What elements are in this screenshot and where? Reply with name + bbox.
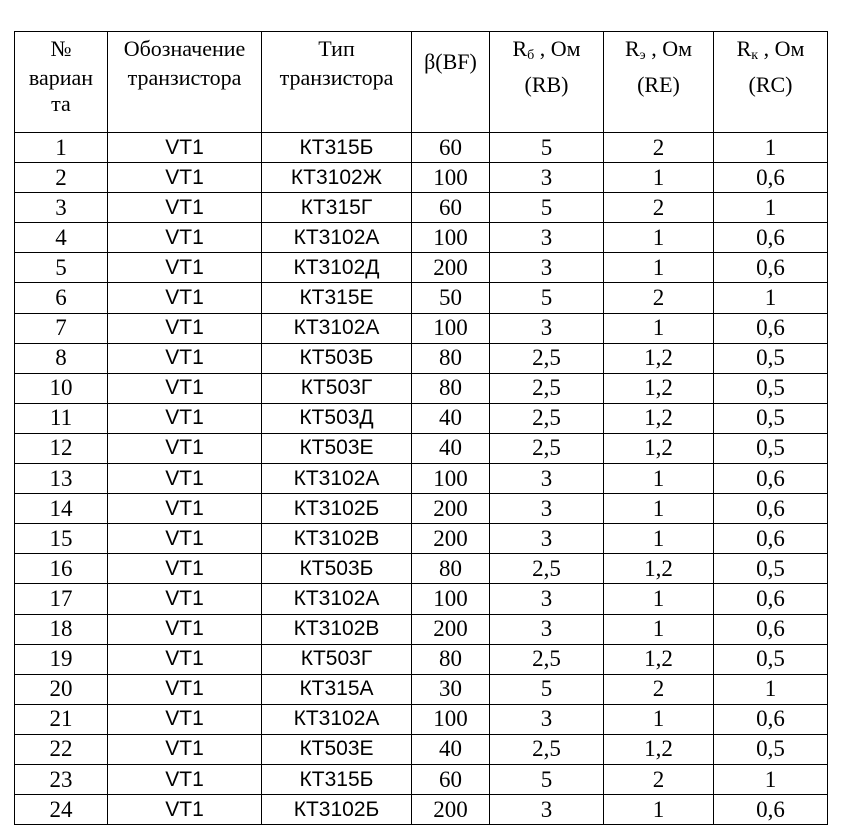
- table-row: [15, 253, 828, 283]
- cell-re: 1: [604, 163, 714, 193]
- cell-designation: VT1: [108, 403, 262, 433]
- cell-rb: 3: [490, 614, 604, 644]
- cell-designation: VT1: [108, 734, 262, 764]
- cell-beta: 200: [412, 494, 490, 524]
- cell-beta: 200: [412, 614, 490, 644]
- table-row: [15, 433, 828, 463]
- cell-transistor-type: КТ3102Б: [262, 795, 412, 825]
- cell-designation: VT1: [108, 764, 262, 794]
- table-row: [15, 283, 828, 313]
- cell-designation: VT1: [108, 283, 262, 313]
- cell-variant-number: 17: [15, 584, 108, 614]
- header-re: [604, 32, 714, 133]
- header-text: [604, 34, 713, 70]
- cell-variant-number: 1: [15, 133, 108, 163]
- cell-beta: 30: [412, 674, 490, 704]
- cell-rc: 0,6: [714, 253, 828, 283]
- table-row: [15, 313, 828, 343]
- cell-beta: 60: [412, 133, 490, 163]
- cell-rc: 0,5: [714, 343, 828, 373]
- header-transistor-type: [262, 32, 412, 133]
- cell-designation: VT1: [108, 674, 262, 704]
- cell-transistor-type: КТ503Д: [262, 403, 412, 433]
- cell-variant-number: 4: [15, 223, 108, 253]
- header-rc: [714, 32, 828, 133]
- header-beta: [412, 32, 490, 133]
- cell-variant-number: 15: [15, 524, 108, 554]
- cell-designation: VT1: [108, 253, 262, 283]
- cell-designation: VT1: [108, 524, 262, 554]
- cell-beta: 80: [412, 554, 490, 584]
- cell-designation: VT1: [108, 133, 262, 163]
- cell-designation: VT1: [108, 644, 262, 674]
- table-row: [15, 644, 828, 674]
- header-symbol: R: [736, 36, 752, 61]
- cell-re: 1,2: [604, 734, 714, 764]
- cell-re: 2: [604, 283, 714, 313]
- cell-rc: 0,5: [714, 554, 828, 584]
- cell-designation: VT1: [108, 343, 262, 373]
- header-text: транзистора: [279, 65, 394, 90]
- cell-re: 1: [604, 313, 714, 343]
- cell-variant-number: 13: [15, 464, 108, 494]
- cell-variant-number: 7: [15, 313, 108, 343]
- cell-designation: VT1: [108, 704, 262, 734]
- cell-beta: 80: [412, 644, 490, 674]
- cell-rc: 0,6: [714, 163, 828, 193]
- cell-re: 1,2: [604, 554, 714, 584]
- table-row: [15, 163, 828, 193]
- cell-re: 1: [604, 795, 714, 825]
- cell-rc: 0,5: [714, 433, 828, 463]
- cell-transistor-type: КТ315А: [262, 674, 412, 704]
- cell-rb: 3: [490, 494, 604, 524]
- cell-transistor-type: КТ3102Д: [262, 253, 412, 283]
- cell-rc: 0,6: [714, 795, 828, 825]
- header-text: Обозначение: [123, 36, 246, 61]
- cell-re: 1,2: [604, 343, 714, 373]
- cell-rc: 0,5: [714, 734, 828, 764]
- table-row: [15, 764, 828, 794]
- cell-rc: 1: [714, 133, 828, 163]
- cell-rc: 0,5: [714, 373, 828, 403]
- cell-beta: 80: [412, 343, 490, 373]
- cell-transistor-type: КТ3102А: [262, 313, 412, 343]
- table-row: [15, 133, 828, 163]
- cell-re: 1: [604, 584, 714, 614]
- header-rb: [490, 32, 604, 133]
- cell-beta: 50: [412, 283, 490, 313]
- cell-variant-number: 18: [15, 614, 108, 644]
- cell-transistor-type: КТ315Г: [262, 193, 412, 223]
- cell-transistor-type: КТ503Е: [262, 433, 412, 463]
- cell-designation: VT1: [108, 433, 262, 463]
- cell-rb: 2,5: [490, 554, 604, 584]
- cell-beta: 100: [412, 313, 490, 343]
- table-row: [15, 554, 828, 584]
- header-text: №: [50, 36, 72, 61]
- cell-rb: 3: [490, 704, 604, 734]
- cell-transistor-type: КТ3102А: [262, 584, 412, 614]
- cell-beta: 40: [412, 433, 490, 463]
- cell-designation: VT1: [108, 163, 262, 193]
- table-row: [15, 795, 828, 825]
- table-body: [15, 133, 828, 825]
- cell-rb: 5: [490, 764, 604, 794]
- variants-table-wrapper: [14, 31, 828, 825]
- header-text: транзистора: [127, 65, 242, 90]
- cell-rb: 3: [490, 223, 604, 253]
- table-row: [15, 373, 828, 403]
- cell-designation: VT1: [108, 313, 262, 343]
- cell-transistor-type: КТ503Г: [262, 373, 412, 403]
- cell-variant-number: 24: [15, 795, 108, 825]
- header-text: та: [51, 91, 71, 116]
- cell-variant-number: 23: [15, 764, 108, 794]
- cell-designation: VT1: [108, 795, 262, 825]
- cell-variant-number: 12: [15, 433, 108, 463]
- cell-variant-number: 8: [15, 343, 108, 373]
- cell-transistor-type: КТ503Б: [262, 343, 412, 373]
- cell-transistor-type: КТ3102Ж: [262, 163, 412, 193]
- header-symbol: R: [624, 36, 640, 61]
- cell-rb: 5: [490, 674, 604, 704]
- cell-rb: 3: [490, 313, 604, 343]
- cell-rc: 1: [714, 674, 828, 704]
- cell-beta: 60: [412, 193, 490, 223]
- cell-transistor-type: КТ3102В: [262, 524, 412, 554]
- header-subscript: б: [527, 48, 535, 63]
- cell-re: 1,2: [604, 433, 714, 463]
- header-text: [490, 34, 603, 70]
- cell-variant-number: 21: [15, 704, 108, 734]
- cell-transistor-type: КТ503Б: [262, 554, 412, 584]
- table-row: [15, 674, 828, 704]
- cell-re: 1: [604, 253, 714, 283]
- cell-transistor-type: КТ3102А: [262, 704, 412, 734]
- cell-rb: 2,5: [490, 433, 604, 463]
- cell-rc: 0,5: [714, 644, 828, 674]
- header-unit: , Ом: [645, 36, 692, 61]
- cell-rc: 1: [714, 283, 828, 313]
- cell-re: 2: [604, 193, 714, 223]
- cell-beta: 80: [412, 373, 490, 403]
- cell-variant-number: 6: [15, 283, 108, 313]
- cell-variant-number: 20: [15, 674, 108, 704]
- header-text: Тип: [318, 36, 355, 61]
- cell-re: 1: [604, 614, 714, 644]
- cell-rc: 1: [714, 764, 828, 794]
- cell-transistor-type: КТ315Б: [262, 133, 412, 163]
- cell-transistor-type: КТ315Б: [262, 764, 412, 794]
- cell-beta: 100: [412, 223, 490, 253]
- cell-rb: 5: [490, 283, 604, 313]
- header-code: (RB): [524, 72, 569, 97]
- table-row: [15, 704, 828, 734]
- table-row: [15, 464, 828, 494]
- header-variant-number: [15, 32, 108, 133]
- cell-transistor-type: КТ503Е: [262, 734, 412, 764]
- cell-designation: VT1: [108, 223, 262, 253]
- cell-beta: 100: [412, 163, 490, 193]
- cell-beta: 200: [412, 524, 490, 554]
- cell-designation: VT1: [108, 494, 262, 524]
- cell-variant-number: 2: [15, 163, 108, 193]
- transistor-variants-table: [14, 31, 828, 825]
- cell-rb: 3: [490, 524, 604, 554]
- cell-variant-number: 19: [15, 644, 108, 674]
- table-row: [15, 494, 828, 524]
- cell-rb: 2,5: [490, 644, 604, 674]
- cell-rc: 0,6: [714, 223, 828, 253]
- cell-variant-number: 14: [15, 494, 108, 524]
- cell-beta: 100: [412, 704, 490, 734]
- cell-variant-number: 5: [15, 253, 108, 283]
- cell-beta: 60: [412, 764, 490, 794]
- cell-rc: 0,6: [714, 704, 828, 734]
- cell-beta: 200: [412, 253, 490, 283]
- cell-rc: 0,5: [714, 403, 828, 433]
- table-row: [15, 734, 828, 764]
- cell-rb: 5: [490, 133, 604, 163]
- cell-rb: 5: [490, 193, 604, 223]
- header-subscript: к: [751, 48, 759, 63]
- cell-re: 1,2: [604, 644, 714, 674]
- cell-transistor-type: КТ3102А: [262, 223, 412, 253]
- header-text: β(BF): [424, 49, 477, 74]
- cell-rb: 3: [490, 253, 604, 283]
- cell-re: 1: [604, 464, 714, 494]
- cell-designation: VT1: [108, 464, 262, 494]
- cell-designation: VT1: [108, 193, 262, 223]
- header-unit: , Ом: [758, 36, 805, 61]
- cell-rc: 1: [714, 193, 828, 223]
- cell-rb: 3: [490, 464, 604, 494]
- table-row: [15, 614, 828, 644]
- cell-rc: 0,6: [714, 313, 828, 343]
- cell-rb: 3: [490, 163, 604, 193]
- cell-re: 1: [604, 524, 714, 554]
- header-unit: , Ом: [534, 36, 581, 61]
- cell-transistor-type: КТ503Г: [262, 644, 412, 674]
- cell-beta: 200: [412, 795, 490, 825]
- table-row: [15, 343, 828, 373]
- table-header: [15, 32, 828, 133]
- cell-rc: 0,6: [714, 524, 828, 554]
- header-code: (RE): [637, 72, 680, 97]
- table-row: [15, 223, 828, 253]
- table-row: [15, 403, 828, 433]
- cell-re: 2: [604, 133, 714, 163]
- cell-transistor-type: КТ3102А: [262, 464, 412, 494]
- cell-rc: 0,6: [714, 464, 828, 494]
- header-row: [15, 32, 828, 133]
- cell-rb: 2,5: [490, 343, 604, 373]
- cell-transistor-type: КТ3102В: [262, 614, 412, 644]
- header-text: [714, 34, 827, 70]
- cell-beta: 100: [412, 584, 490, 614]
- cell-rb: 2,5: [490, 373, 604, 403]
- cell-rc: 0,6: [714, 614, 828, 644]
- cell-re: 1: [604, 704, 714, 734]
- table-row: [15, 193, 828, 223]
- cell-re: 1: [604, 223, 714, 253]
- cell-beta: 40: [412, 403, 490, 433]
- table-row: [15, 524, 828, 554]
- cell-rb: 2,5: [490, 734, 604, 764]
- cell-designation: VT1: [108, 554, 262, 584]
- cell-variant-number: 10: [15, 373, 108, 403]
- header-text: вариан: [28, 65, 94, 90]
- cell-variant-number: 3: [15, 193, 108, 223]
- cell-designation: VT1: [108, 614, 262, 644]
- cell-rb: 3: [490, 795, 604, 825]
- cell-rc: 0,6: [714, 494, 828, 524]
- cell-rb: 3: [490, 584, 604, 614]
- cell-transistor-type: КТ315Е: [262, 283, 412, 313]
- header-transistor-designation: [108, 32, 262, 133]
- cell-designation: VT1: [108, 373, 262, 403]
- cell-re: 2: [604, 764, 714, 794]
- cell-re: 1: [604, 494, 714, 524]
- header-subscript: э: [639, 48, 646, 63]
- cell-re: 2: [604, 674, 714, 704]
- cell-variant-number: 16: [15, 554, 108, 584]
- cell-rb: 2,5: [490, 403, 604, 433]
- header-symbol: R: [512, 36, 528, 61]
- header-code: (RC): [748, 72, 793, 97]
- cell-re: 1,2: [604, 373, 714, 403]
- cell-variant-number: 11: [15, 403, 108, 433]
- cell-variant-number: 22: [15, 734, 108, 764]
- cell-transistor-type: КТ3102Б: [262, 494, 412, 524]
- cell-re: 1,2: [604, 403, 714, 433]
- table-row: [15, 584, 828, 614]
- cell-rc: 0,6: [714, 584, 828, 614]
- cell-beta: 40: [412, 734, 490, 764]
- cell-beta: 100: [412, 464, 490, 494]
- cell-designation: VT1: [108, 584, 262, 614]
